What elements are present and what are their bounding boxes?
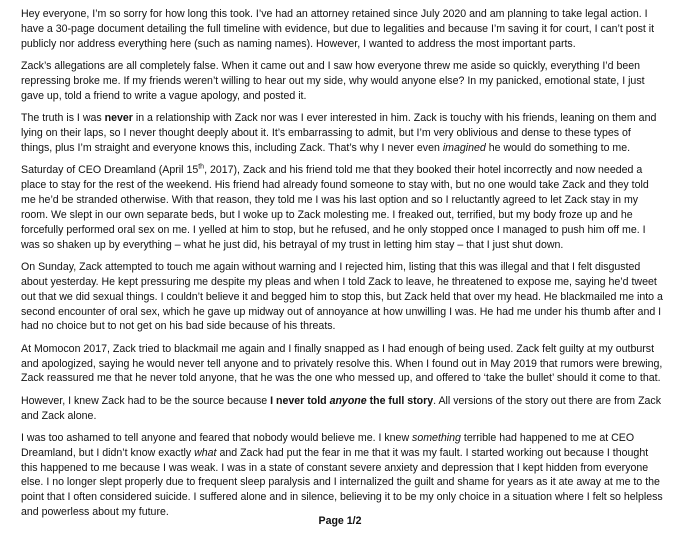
text-run: the full story bbox=[366, 394, 434, 407]
paragraph-p5 bbox=[21, 260, 665, 335]
text-run: th bbox=[198, 163, 205, 171]
text-run: something bbox=[412, 431, 461, 444]
paragraph-p3 bbox=[21, 111, 665, 156]
text-run: imagined bbox=[442, 141, 486, 154]
text-run: in a relationship with Zack nor was I ever interested in him. Zack is touchy with his friends, leaning on them and lying on their laps, so I never thought deeply about it. It’s embarrassing to admit, but I’m very oblivious and dense to these types of things, plus I’m straight and everyone knows this, including Zack. That’s why I never even bbox=[21, 112, 657, 154]
text-run: I never told bbox=[270, 394, 330, 407]
text-run: anyone bbox=[329, 394, 367, 407]
text-run: Zack’s allegations are all completely false. When it came out and I saw how everyone threw me aside so quickly, everything I’d been repressing broke me. If my friends weren’t willing to hear out my side, why would anyone else? In my panicked, emotional state, I just gave up, told a friend to write a vague apology, and posted it. bbox=[21, 60, 645, 102]
paragraph-p1 bbox=[21, 7, 665, 52]
text-run: Hey everyone, I’m so sorry for how long this took. I’ve had an attorney retained since July 2020 and am planning to take legal action. I have a 30-page document detailing the full timeline with evidence, but due to legalities and because I’m saving it for court, I can’t post it publicly nor address everything here (such as naming names). However, I wanted to address the most important parts. bbox=[21, 8, 655, 50]
paragraph-p4 bbox=[21, 163, 665, 252]
text-run: . All versions of the story out there are from Zack and Zack alone. bbox=[21, 394, 662, 422]
text-run: terrible had happened to me at CEO Dreamland, but I didn’t know exactly bbox=[21, 431, 635, 459]
text-run: At Momocon 2017, Zack tried to blackmail me again and I finally snapped as I had enough of being used. Zack felt guilty at my outburst and apologized, saying he would never tell anyone and to privately resolve this. When I found out in May 2019 that rumors were brewing, Zack reassured me that he never told anyone, that he was the one who messed up, and offered to ‘take the bullet’ should it come to that. bbox=[21, 342, 663, 385]
text-run: he would do something to me. bbox=[485, 141, 631, 154]
page-number: Page 1/2 bbox=[318, 515, 362, 527]
text-run: and Zack had put the fear in me that it was my fault. I started working out because I thought this happened to me because I was weak. I was in a state of constant severe anxiety and depression that I kept hidden from everyone else. I no longer slept properly due to frequent sleep paralysis and I internalized the guilt and shame for years as it ate away at me to the point that I often considered suicide. I suffered alone and in silence, believing it to be my only choice in a situation where I felt so helpless and powerless about my future. bbox=[21, 446, 663, 519]
text-run: what bbox=[194, 446, 217, 459]
paragraph-p6 bbox=[21, 342, 665, 387]
text-run: never bbox=[104, 112, 133, 125]
paragraph-p2 bbox=[21, 59, 665, 104]
text-run: I was too ashamed to tell anyone and feared that nobody would believe me. I knew bbox=[21, 431, 413, 444]
text-run: On Sunday, Zack attempted to touch me again without warning and I rejected him, listing that this was illegal and that I felt disgusted about yesterday. He kept pressuring me despite my pleas and when I told Zack to leave, he threatened to expose me, saying he’d tweet out that we did sexual things. I couldn’t believe it and begged him to stop this, but Zack held that over my head. He blackmailed me into a second encounter of oral sex, which he gave up midway out of annoyance at how unwilling I was. He had me under his thumb after and I had no choice but to not get on his bad side because of his threats. bbox=[21, 260, 663, 333]
text-run: , 2017), Zack and his friend told me that they booked their hotel incorrectly and now needed a place to stay for the rest of the weekend. His friend had already found someone to stay with, but no one would take Zack and they told me he’d be stranded otherwise. With that reason, they told me I was his last option and so I reluctantly agreed to let Zack stay in my room. We slept in our own separate beds, but I woke up to Zack molesting me. I freaked out, terrified, but my body froze up and he forcefully performed oral sex on me. I yelled at him to stop, but he refused, and he only stopped once I managed to push him off me. I was so shaken up by everything – what he just did, his betrayal of my trust in letting him stay – that I just shut down. bbox=[21, 164, 649, 251]
paragraph-p8 bbox=[21, 431, 665, 520]
text-run: Saturday of CEO Dreamland (April 15 bbox=[21, 164, 199, 177]
text-run: However, I knew Zack had to be the source because bbox=[21, 394, 271, 407]
paragraph-p7 bbox=[21, 394, 665, 424]
document-body bbox=[21, 7, 665, 527]
text-run: The truth is I was bbox=[21, 112, 105, 125]
